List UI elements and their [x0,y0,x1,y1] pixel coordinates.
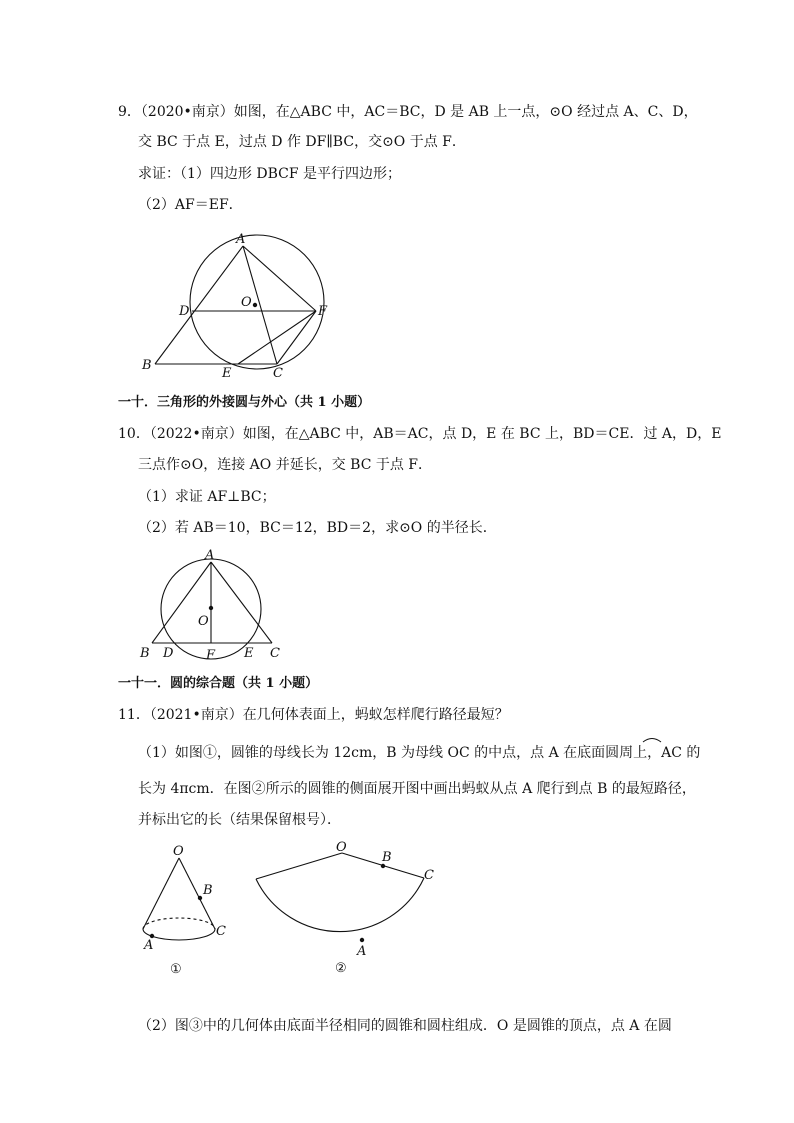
q9-label-B: B [142,358,152,373]
q9-line-1: 9．（2020•南京）如图，在△ABC 中，AC＝BC，D 是 AB 上一点，⊙O 经过点 A、C、D， [118,104,698,120]
q10-label-B: B [140,646,150,661]
q9-label-A: A [236,232,246,247]
q10-line-2: 三点作⊙O，连接 AO 并延长，交 BC 于点 F． [138,457,433,473]
q9-label-E: E [222,366,232,381]
sector-label-O: O [336,840,347,855]
sector-arc [256,878,424,932]
q10-line-1: 10．（2022•南京）如图，在△ABC 中，AB＝AC，点 D，E 在 BC 上，BD＝CE．过 A，D，E [118,426,722,442]
cone-label-A: A [144,938,154,953]
q10-label-O: O [198,614,209,629]
cone-caption: ① [170,962,182,977]
q10-label-F: F [206,648,216,663]
q10-label-D: D [163,646,174,661]
q11-line-5: （2）图③中的几何体由底面半径相同的圆锥和圆柱组成．O 是圆锥的顶点，点 A 在圆 [138,1018,672,1034]
section-11-heading: 一十一．圆的综合题（共 1 小题） [118,676,319,691]
q11-line-4: 并标出它的长（结果保留根号）． [138,812,341,828]
q10-line-3: （1）求证 AF⊥BC； [138,489,276,505]
q11-line-3: 长为 4πcm．在图②所示的圆锥的侧面展开图中画出蚂蚁从点 A 爬行到点 B 的最短路径， [138,781,696,797]
section-10-heading: 一十．三角形的外接圆与外心（共 1 小题） [118,395,371,410]
q10-line-4: （2）若 AB＝10，BC＝12，BD＝2，求⊙O 的半径长． [138,520,497,536]
sector-radius-left [256,853,342,879]
q11-line-2: （1）如图①，圆锥的母线长为 12cm，B 为母线 OC 的中点，点 A 在底面圆周上，AC 的 [138,745,701,761]
q10-label-C: C [270,646,280,661]
sector-label-C: C [424,868,434,883]
sector-label-B: B [382,850,392,865]
q9-line-3: 求证：（1）四边形 DBCF 是平行四边形； [138,166,402,182]
sector-point-A [360,938,364,942]
q9-line-4: （2）AF＝EF． [138,197,243,213]
cone-label-B: B [203,883,213,898]
q10-label-A: A [205,548,215,563]
q9-line-2: 交 BC 于点 E，过点 D 作 DF∥BC，交⊙O 于点 F． [138,134,466,150]
q11-line-1: 11．（2021•南京）在几何体表面上，蚂蚁怎样爬行路径最短？ [118,707,509,723]
cone-label-O: O [173,844,184,859]
q9-label-O: O [241,295,252,310]
sector-caption: ② [335,961,347,976]
q10-label-E: E [244,646,254,661]
cone-label-C: C [216,924,226,939]
q9-label-C: C [273,366,283,381]
q9-label-D: D [179,304,190,319]
sector-label-A: A [357,944,367,959]
q9-label-F: F [318,304,328,319]
